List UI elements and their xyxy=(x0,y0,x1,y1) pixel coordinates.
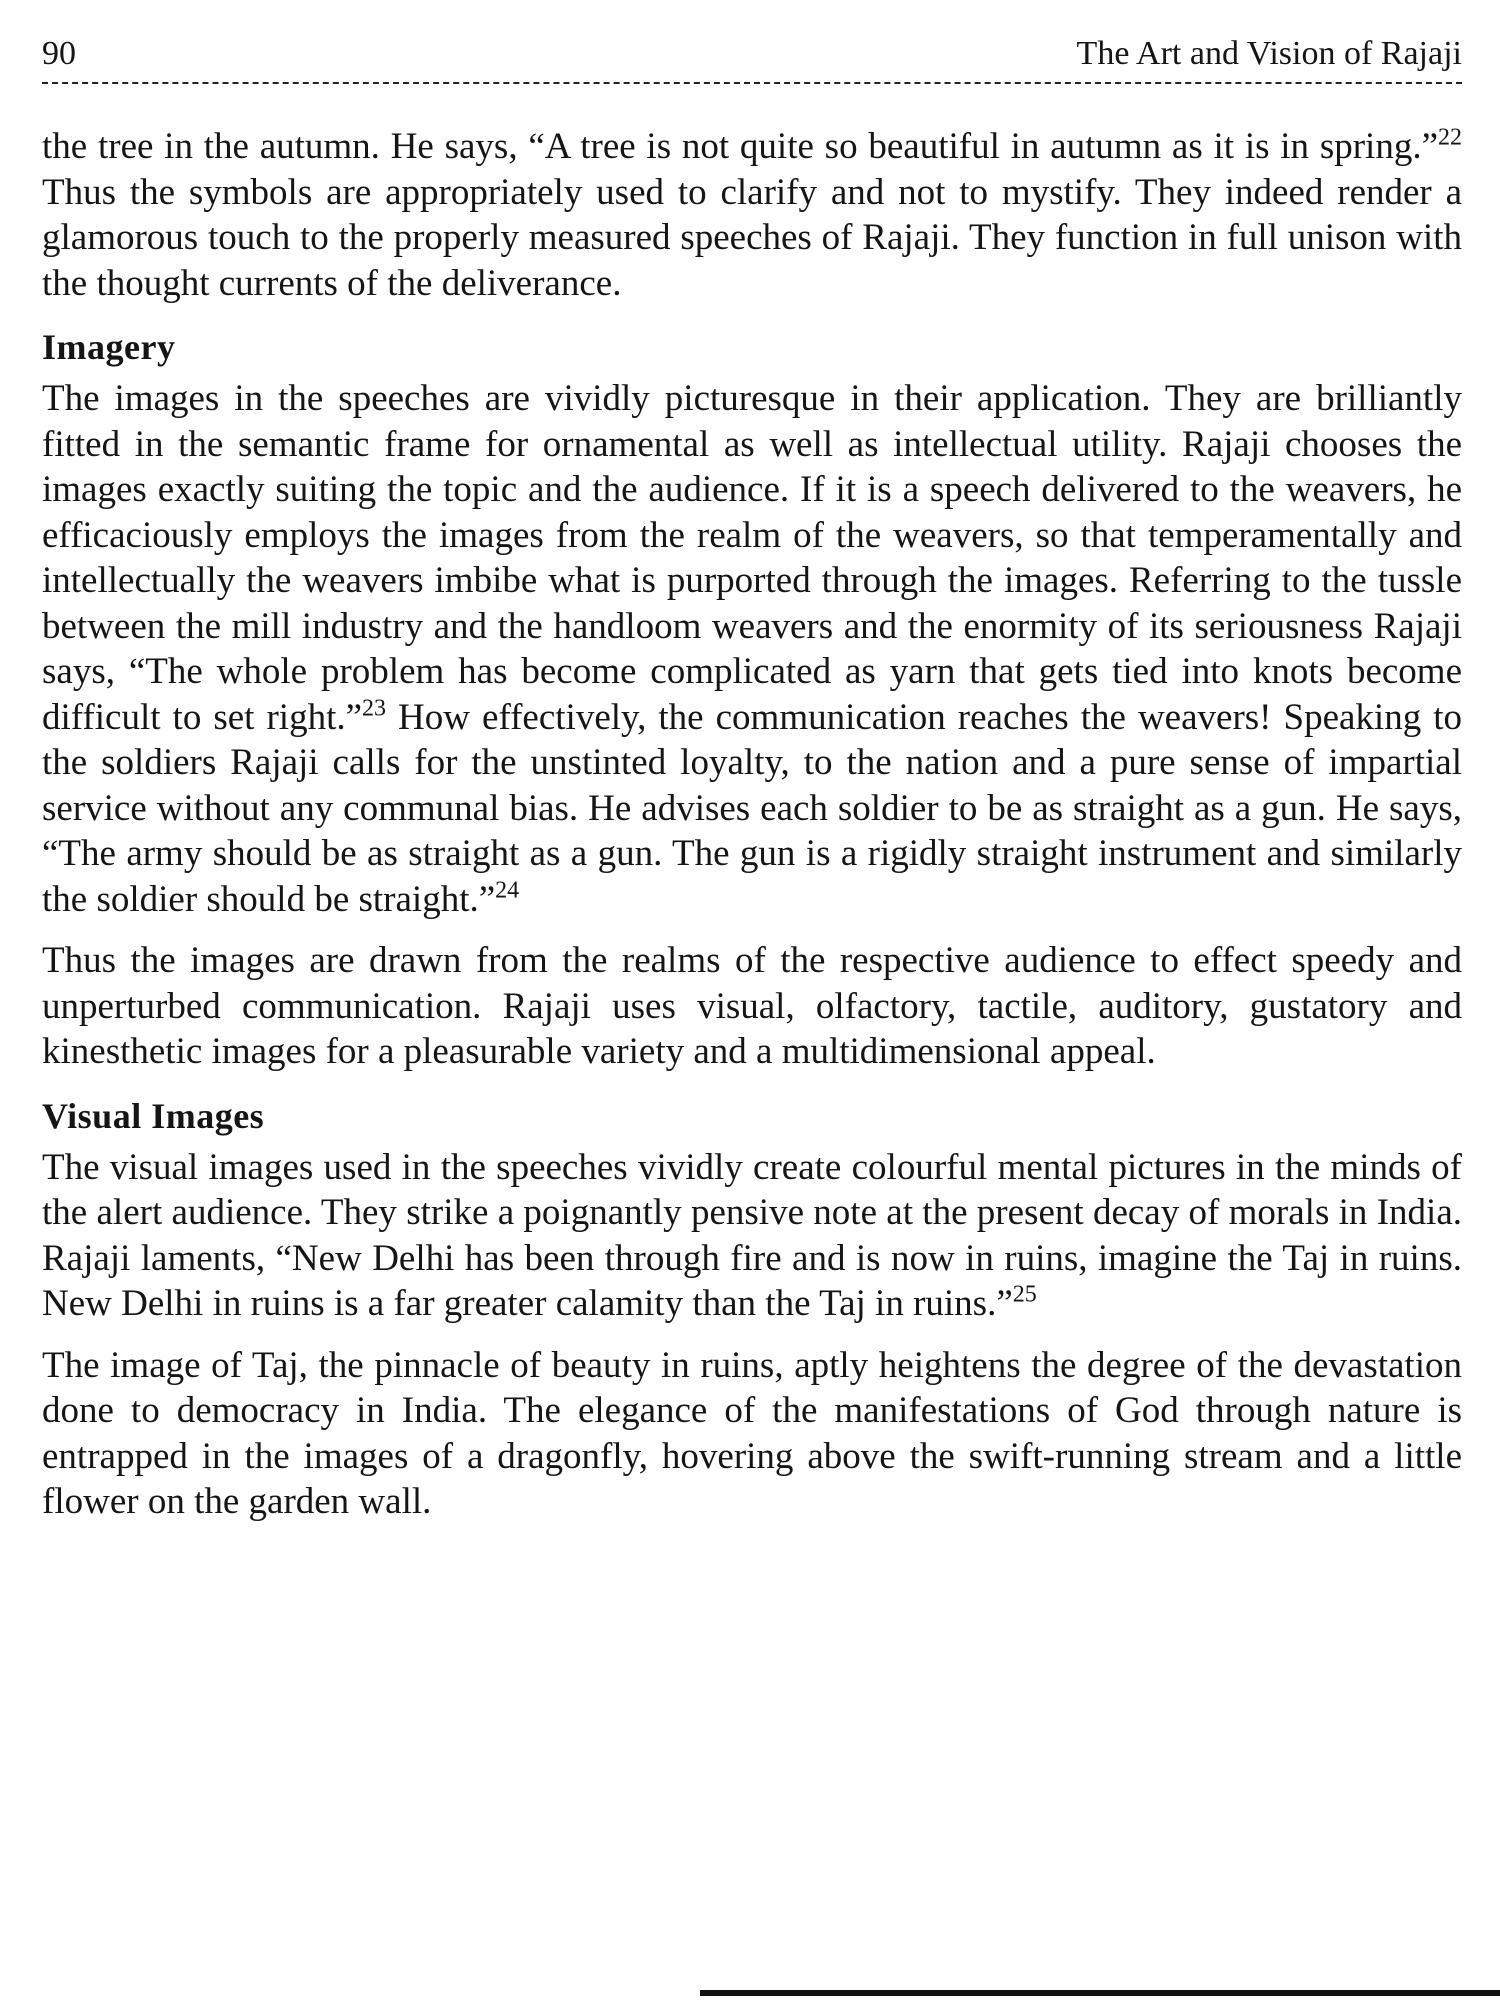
page-header xyxy=(42,32,1462,80)
footnote-ref-23: 23 xyxy=(362,695,387,722)
footnote-ref-24: 24 xyxy=(495,877,520,904)
book-page xyxy=(42,32,1462,1525)
paragraph-text: How effectively, the communication reaches the weavers! Speaking to the soldiers Rajaji calls for the unstinted loyalty, to the nation and a pure sense of impartial service without any communal bias. He advises each soldier to be as straight as a gun. He says, “The army should be as straight as a gun. The gun is a rigidly straight instrument and similarly the soldier should be straight.” xyxy=(42,696,1463,920)
section-heading-imagery: Imagery xyxy=(42,327,176,367)
paragraph-text: The visual images used in the speeches vividly create colourful mental pictures in the minds of the alert audience. They strike a poignantly pensive note at the present decay of morals in India. Rajaji laments, “New Delhi has been through fire and is now in ruins, imagine the Taj in ruins. New Delhi in ruins is a far greater calamity than the Taj in ruins.” xyxy=(42,1146,1462,1324)
section-heading-visual-images: Visual Images xyxy=(42,1095,265,1136)
paragraph-visual-images xyxy=(42,1145,1462,1327)
paragraph-taj-image: The image of Taj, the pinnacle of beauty in ruins, aptly heightens the degree of the devastation done to democracy in India. The elegance of the manifestations of God through nature is entrapped in the images of a dragonfly, hovering above the swift-running stream and a little flower on the garden wall. xyxy=(42,1344,1462,1522)
footnote-ref-22: 22 xyxy=(1438,124,1462,151)
footnote-ref-25: 25 xyxy=(1012,1281,1037,1308)
paragraph-text: The images in the speeches are vividly picturesque in their application. They are brilliantly fitted in the semantic frame for ornamental as well as intellectual utility. Rajaji chooses the images exactly suiting the topic and the audience. If it is a speech delivered to the weavers, he efficaciously employs the images from the realm of the weavers, so that temperamentally and intellectually the weavers imbibe what is purported through the images. Referring to the tussle between the mill industry and the handloom weavers and the enormity of its seriousness Rajaji says, “The whole problem has become complicated as yarn that gets tied into knots become difficult to set right.” xyxy=(42,378,1462,738)
page-number: 90 xyxy=(42,35,76,72)
paragraph-text: Thus the symbols are appropriately used to clarify and not to mystify. They indeed render a glamorous touch to the properly measured speeches of Rajaji. They function in full unison with the thought currents of the deliverance. xyxy=(42,171,1462,304)
paragraph-imagery-realms: Thus the images are drawn from the realms of the respective audience to effect speedy and unperturbed communication. Rajaji uses visual, olfactory, tactile, auditory, gustatory and kinesthetic images for a pleasurable variety and a multidimensional appeal. xyxy=(42,940,1462,1072)
bottom-edge-rule xyxy=(700,1990,1500,1996)
paragraph-symbols-conclusion xyxy=(42,124,1462,306)
paragraph-imagery-intro xyxy=(42,376,1462,922)
header-divider xyxy=(42,82,1462,84)
running-title: The Art and Vision of Rajaji xyxy=(1076,35,1462,72)
paragraph-text: the tree in the autumn. He says, “A tree is not quite so beautiful in autumn as it is in spring.” xyxy=(42,126,1438,167)
